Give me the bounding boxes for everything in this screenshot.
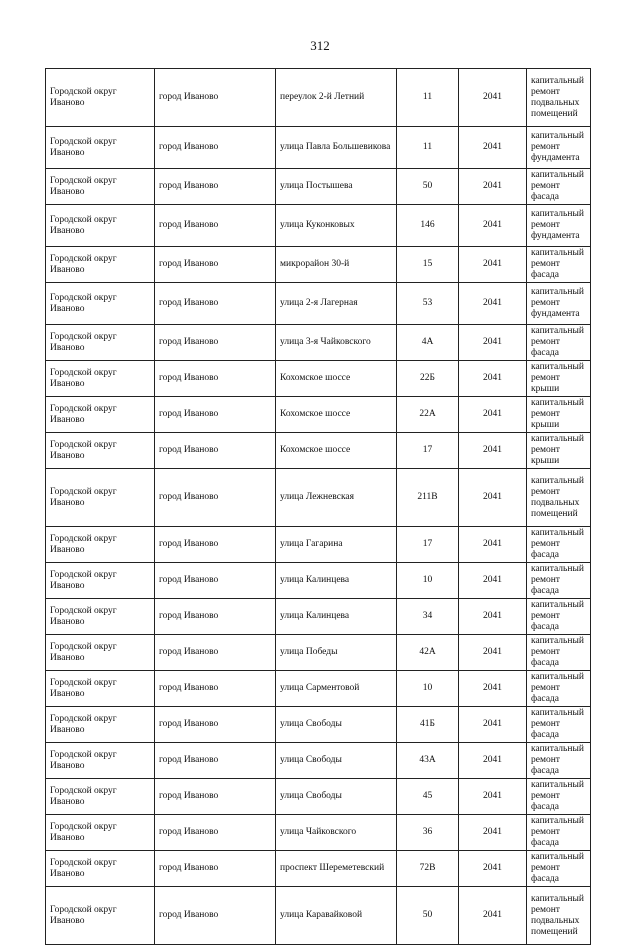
city-cell: город Иваново (155, 815, 276, 851)
house-number-cell: 50 (397, 169, 459, 205)
district-cell: Городской округ Иваново (46, 433, 155, 469)
work-type-cell: капитальный ремонт фасада (527, 563, 591, 599)
work-type-cell: капитальный ремонт фундамента (527, 205, 591, 247)
table-row (46, 283, 591, 325)
district-cell: Городской округ Иваново (46, 815, 155, 851)
district-cell: Городской округ Иваново (46, 779, 155, 815)
district-cell: Городской округ Иваново (46, 283, 155, 325)
street-cell: улица Свободы (276, 779, 397, 815)
work-type-cell: капитальный ремонт подвальных помещений (527, 887, 591, 945)
city-cell: город Иваново (155, 169, 276, 205)
house-number-cell: 36 (397, 815, 459, 851)
city-cell: город Иваново (155, 325, 276, 361)
district-cell: Городской округ Иваново (46, 851, 155, 887)
house-number-cell: 211В (397, 469, 459, 527)
work-type-cell: капитальный ремонт фасада (527, 671, 591, 707)
house-number-cell: 17 (397, 527, 459, 563)
table-row (46, 707, 591, 743)
year-cell: 2041 (459, 69, 527, 127)
table-row (46, 361, 591, 397)
table-row (46, 851, 591, 887)
year-cell: 2041 (459, 887, 527, 945)
work-type-cell: капитальный ремонт крыши (527, 361, 591, 397)
city-cell: город Иваново (155, 599, 276, 635)
work-type-cell: капитальный ремонт подвальных помещений (527, 69, 591, 127)
table-row (46, 527, 591, 563)
year-cell: 2041 (459, 815, 527, 851)
city-cell: город Иваново (155, 527, 276, 563)
street-cell: проспект Шереметевский (276, 851, 397, 887)
city-cell: город Иваново (155, 69, 276, 127)
street-cell: улица Победы (276, 635, 397, 671)
year-cell: 2041 (459, 671, 527, 707)
table-row (46, 247, 591, 283)
district-cell: Городской округ Иваново (46, 469, 155, 527)
house-number-cell: 72В (397, 851, 459, 887)
table-row (46, 433, 591, 469)
house-number-cell: 11 (397, 127, 459, 169)
city-cell: город Иваново (155, 283, 276, 325)
street-cell: Кохомское шоссе (276, 361, 397, 397)
house-number-cell: 45 (397, 779, 459, 815)
house-number-cell: 42А (397, 635, 459, 671)
house-number-cell: 41Б (397, 707, 459, 743)
table-row (46, 887, 591, 945)
year-cell: 2041 (459, 205, 527, 247)
house-number-cell: 146 (397, 205, 459, 247)
house-number-cell: 15 (397, 247, 459, 283)
table-row (46, 127, 591, 169)
table-row (46, 599, 591, 635)
table-row (46, 169, 591, 205)
district-cell: Городской округ Иваново (46, 247, 155, 283)
work-type-cell: капитальный ремонт фасада (527, 247, 591, 283)
year-cell: 2041 (459, 563, 527, 599)
page-number: 312 (310, 38, 330, 53)
work-type-cell: капитальный ремонт крыши (527, 433, 591, 469)
work-type-cell: капитальный ремонт фасада (527, 635, 591, 671)
street-cell: улица Сарментовой (276, 671, 397, 707)
work-type-cell: капитальный ремонт фасада (527, 815, 591, 851)
table-row (46, 397, 591, 433)
house-number-cell: 50 (397, 887, 459, 945)
street-cell: Кохомское шоссе (276, 433, 397, 469)
street-cell: переулок 2-й Летний (276, 69, 397, 127)
work-type-cell: капитальный ремонт фасада (527, 527, 591, 563)
city-cell: город Иваново (155, 887, 276, 945)
year-cell: 2041 (459, 779, 527, 815)
table-body (46, 69, 591, 945)
house-number-cell: 17 (397, 433, 459, 469)
year-cell: 2041 (459, 361, 527, 397)
work-type-cell: капитальный ремонт фасада (527, 851, 591, 887)
city-cell: город Иваново (155, 707, 276, 743)
district-cell: Городской округ Иваново (46, 205, 155, 247)
table-row (46, 671, 591, 707)
district-cell: Городской округ Иваново (46, 671, 155, 707)
street-cell: улица Чайковского (276, 815, 397, 851)
district-cell: Городской округ Иваново (46, 325, 155, 361)
year-cell: 2041 (459, 743, 527, 779)
house-number-cell: 10 (397, 563, 459, 599)
street-cell: улица Гагарина (276, 527, 397, 563)
city-cell: город Иваново (155, 397, 276, 433)
year-cell: 2041 (459, 325, 527, 361)
district-cell: Городской округ Иваново (46, 127, 155, 169)
district-cell: Городской округ Иваново (46, 361, 155, 397)
house-number-cell: 11 (397, 69, 459, 127)
district-cell: Городской округ Иваново (46, 707, 155, 743)
house-number-cell: 34 (397, 599, 459, 635)
year-cell: 2041 (459, 707, 527, 743)
district-cell: Городской округ Иваново (46, 563, 155, 599)
year-cell: 2041 (459, 599, 527, 635)
street-cell: микрорайон 30-й (276, 247, 397, 283)
work-type-cell: капитальный ремонт фасада (527, 707, 591, 743)
street-cell: улица 3-я Чайковского (276, 325, 397, 361)
city-cell: город Иваново (155, 469, 276, 527)
street-cell: улица Свободы (276, 743, 397, 779)
work-type-cell: капитальный ремонт подвальных помещений (527, 469, 591, 527)
street-cell: улица Куконковых (276, 205, 397, 247)
year-cell: 2041 (459, 851, 527, 887)
district-cell: Городской округ Иваново (46, 743, 155, 779)
street-cell: улица Свободы (276, 707, 397, 743)
street-cell: улица Лежневская (276, 469, 397, 527)
city-cell: город Иваново (155, 563, 276, 599)
city-cell: город Иваново (155, 433, 276, 469)
table-row (46, 69, 591, 127)
district-cell: Городской округ Иваново (46, 527, 155, 563)
district-cell: Городской округ Иваново (46, 599, 155, 635)
city-cell: город Иваново (155, 851, 276, 887)
year-cell: 2041 (459, 397, 527, 433)
house-number-cell: 10 (397, 671, 459, 707)
street-cell: улица Калинцева (276, 563, 397, 599)
city-cell: город Иваново (155, 635, 276, 671)
year-cell: 2041 (459, 283, 527, 325)
year-cell: 2041 (459, 635, 527, 671)
work-type-cell: капитальный ремонт фундамента (527, 283, 591, 325)
street-cell: улица Калинцева (276, 599, 397, 635)
table-row (46, 325, 591, 361)
year-cell: 2041 (459, 469, 527, 527)
city-cell: город Иваново (155, 671, 276, 707)
table-row (46, 779, 591, 815)
year-cell: 2041 (459, 527, 527, 563)
house-number-cell: 53 (397, 283, 459, 325)
city-cell: город Иваново (155, 247, 276, 283)
table-row (46, 205, 591, 247)
work-type-cell: капитальный ремонт крыши (527, 397, 591, 433)
year-cell: 2041 (459, 169, 527, 205)
city-cell: город Иваново (155, 205, 276, 247)
work-type-cell: капитальный ремонт фасада (527, 743, 591, 779)
year-cell: 2041 (459, 247, 527, 283)
table-row (46, 815, 591, 851)
work-type-cell: капитальный ремонт фасада (527, 325, 591, 361)
year-cell: 2041 (459, 433, 527, 469)
table-row (46, 743, 591, 779)
street-cell: улица Постышева (276, 169, 397, 205)
table-row (46, 563, 591, 599)
district-cell: Городской округ Иваново (46, 635, 155, 671)
house-number-cell: 22Б (397, 361, 459, 397)
street-cell: улица Каравайковой (276, 887, 397, 945)
city-cell: город Иваново (155, 779, 276, 815)
city-cell: город Иваново (155, 127, 276, 169)
repair-table (45, 68, 591, 945)
district-cell: Городской округ Иваново (46, 69, 155, 127)
street-cell: улица Павла Большевикова (276, 127, 397, 169)
year-cell: 2041 (459, 127, 527, 169)
district-cell: Городской округ Иваново (46, 887, 155, 945)
table-row (46, 635, 591, 671)
work-type-cell: капитальный ремонт фасада (527, 169, 591, 205)
district-cell: Городской округ Иваново (46, 397, 155, 433)
work-type-cell: капитальный ремонт фасада (527, 599, 591, 635)
city-cell: город Иваново (155, 361, 276, 397)
city-cell: город Иваново (155, 743, 276, 779)
table-row (46, 469, 591, 527)
street-cell: улица 2-я Лагерная (276, 283, 397, 325)
house-number-cell: 43А (397, 743, 459, 779)
house-number-cell: 4А (397, 325, 459, 361)
street-cell: Кохомское шоссе (276, 397, 397, 433)
district-cell: Городской округ Иваново (46, 169, 155, 205)
work-type-cell: капитальный ремонт фасада (527, 779, 591, 815)
house-number-cell: 22А (397, 397, 459, 433)
work-type-cell: капитальный ремонт фундамента (527, 127, 591, 169)
